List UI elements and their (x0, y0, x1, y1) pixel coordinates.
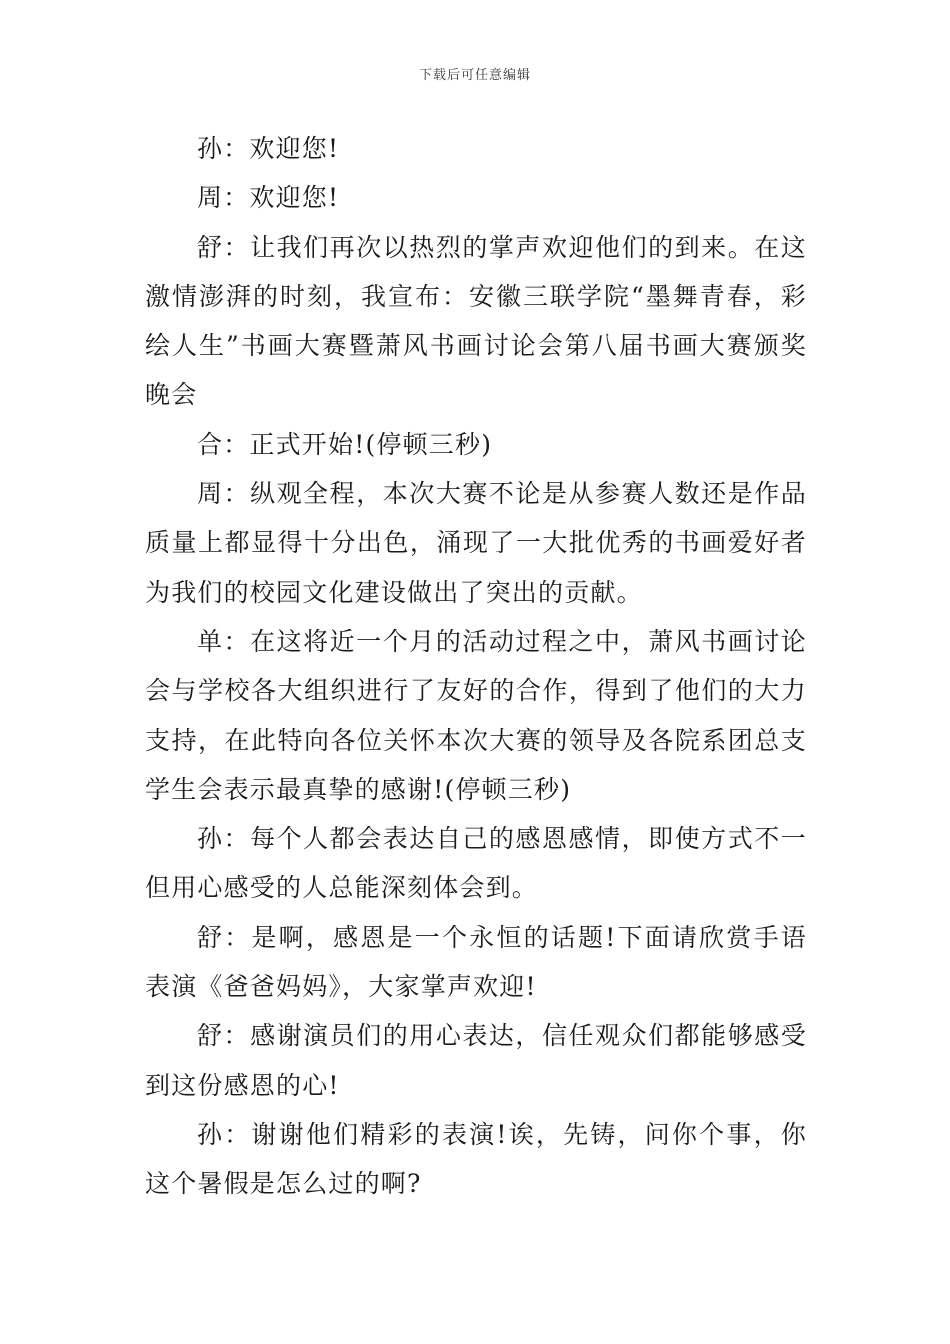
paragraph: 单：在这将近一个月的活动过程之中，萧风书画讨论会与学校各大组织进行了友好的合作，得到了他们的大力支持，在此特向各位关怀本次大赛的领导及各院系团总支学生会表示最真挚的感谢!(停顿三秒) (145, 626, 807, 804)
paragraph: 孙：每个人都会表达自己的感恩感情，即使方式不一但用心感受的人总能深刻体会到。 (145, 824, 807, 903)
paragraph: 舒：让我们再次以热烈的掌声欢迎他们的到来。在这激情澎湃的时刻，我宣布：安徽三联学院“墨舞青春，彩绘人生”书画大赛暨萧风书画讨论会第八届书画大赛颁奖晚会 (145, 232, 807, 410)
paragraph: 孙：欢迎您! (197, 134, 340, 163)
page-header: 下载后可任意编辑 (418, 68, 531, 83)
document-body (145, 124, 807, 1209)
paragraph: 舒：感谢演员们的用心表达，信任观众们都能够感受到这份感恩的心! (145, 1021, 807, 1100)
paragraph: 舒：是啊，感恩是一个永恒的话题!下面请欣赏手语表演《爸爸妈妈》，大家掌声欢迎! (145, 922, 807, 1002)
paragraph: 孙：谢谢他们精彩的表演!诶，先铸，问你个事，你这个暑假是怎么过的啊? (145, 1119, 807, 1199)
paragraph: 周：欢迎您! (197, 183, 340, 213)
paragraph: 周：纵观全程，本次大赛不论是从参赛人数还是作品质量上都显得十分出色，涌现了一大批优秀的书画爱好者为我们的校园文化建设做出了突出的贡献。 (145, 479, 807, 607)
paragraph: 合：正式开始!(停顿三秒) (197, 429, 493, 459)
